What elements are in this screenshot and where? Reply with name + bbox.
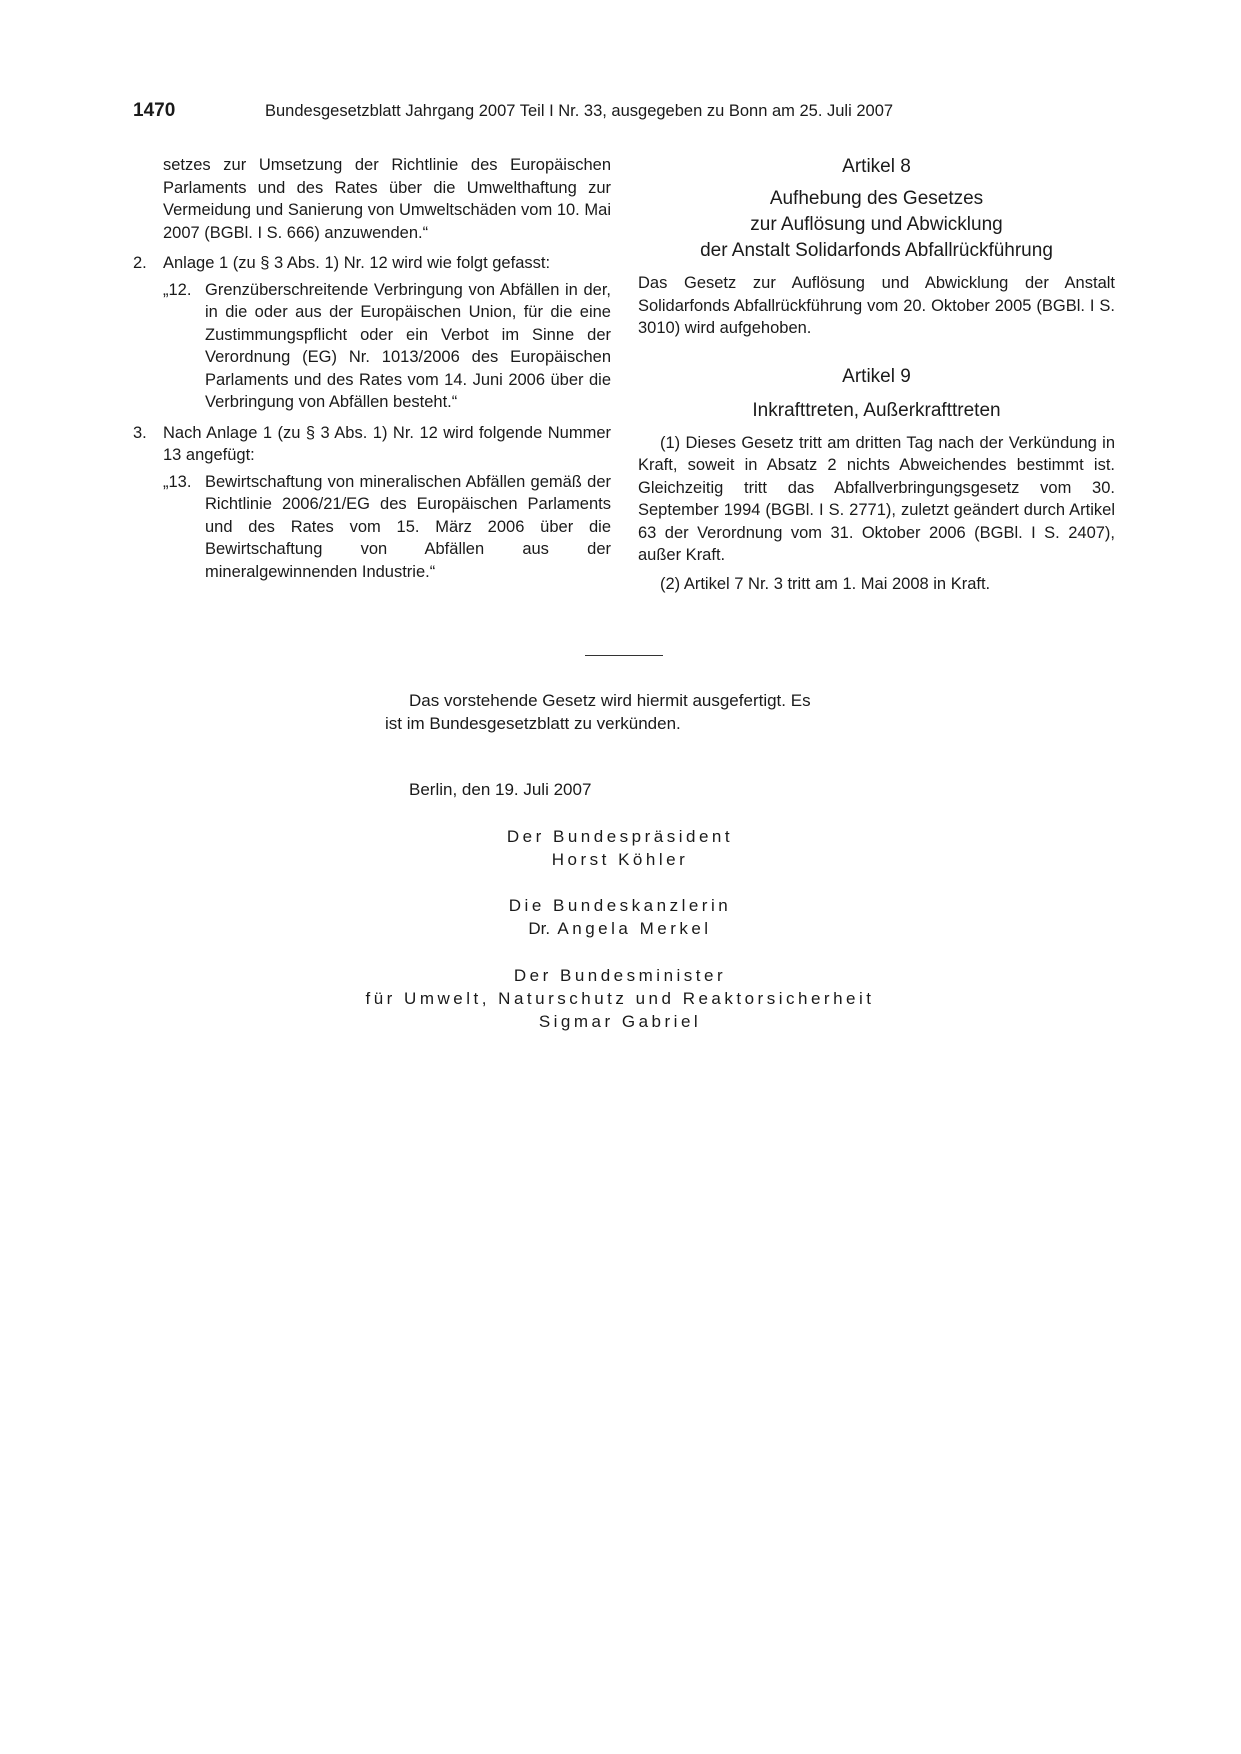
article-8-heading: Artikel 8: [842, 156, 911, 177]
list-item-2: [133, 252, 611, 275]
signatory-name-line: [300, 917, 940, 940]
article-9-heading: Artikel 9: [842, 365, 911, 387]
signatory-title: Dr.: [528, 919, 551, 938]
quoted-item-13: [133, 471, 611, 584]
signatory-ministry: für Umwelt, Naturschutz und Reaktorsicherheit: [365, 989, 875, 1008]
article-8-title-line: der Anstalt Solidarfonds Abfallrückführung: [700, 240, 1053, 261]
page-header: [133, 100, 1113, 126]
article-8-title-line: Aufhebung des Gesetzes: [769, 188, 984, 209]
promulgation-line-2: ist im Bundesgesetzblatt zu verkünden.: [385, 714, 681, 733]
item-number: 2.: [133, 254, 147, 272]
promulgation-line-1: Das vorstehende Gesetz wird hiermit ausgefertigt. Es: [409, 691, 811, 710]
page-number: 1470: [133, 100, 176, 121]
promulgation-text: [385, 689, 865, 735]
quote-text: Bewirtschaftung von mineralischen Abfällen gemäß der Richtlinie 2006/21/EG des Europäischen Parlaments und des Rates vom 15. März 2006 über die Bewirtschaftung von Abfällen aus der mineralgewinnenden Industrie.“: [205, 472, 611, 581]
quote-number: „13.: [163, 472, 192, 491]
article-9-title: Inkrafttreten, Außerkrafttreten: [752, 399, 1001, 421]
right-column: [638, 154, 1115, 595]
quote-number: „12.: [163, 280, 192, 299]
article-9-paragraph-1: (1) Dieses Gesetz tritt am dritten Tag nach der Verkündung in Kraft, soweit in Absatz 2 nichts Abweichendes bestimmt ist. Gleichzeitig tritt das Abfallverbringungsgesetz vom 30. September 1994 (BGBl. I S. 2771), zuletzt geändert durch Artikel 63 der Verordnung vom 31. Oktober 2006 (BGBl. I S. 2407), außer Kraft.: [638, 433, 1115, 564]
signature-block-chancellor: [300, 894, 940, 940]
section-divider: [585, 655, 663, 656]
continuation-text: setzes zur Umsetzung der Richtlinie des Europäischen Parlaments und des Rates über die Umwelthaftung zur Vermeidung und Sanierung von Umweltschäden vom 10. Mai 2007 (BGBl. I S. 666) anzuwenden.“: [163, 156, 611, 242]
left-column: [133, 154, 611, 583]
signatory-name: Sigmar Gabriel: [538, 1012, 702, 1031]
quoted-item-12: [133, 279, 611, 414]
article-8-title-line: zur Auflösung und Abwicklung: [750, 214, 1003, 235]
place-date: Berlin, den 19. Juli 2007: [409, 780, 592, 799]
signatory-role: Der Bundesminister: [513, 966, 727, 985]
article-8-body: Das Gesetz zur Auflösung und Abwicklung der Anstalt Solidarfonds Abfallrückführung vom 20. Oktober 2005 (BGBl. I S. 3010) wird aufgehoben.: [638, 274, 1115, 337]
list-item-3: [133, 422, 611, 467]
gazette-title: Bundesgesetzblatt Jahrgang 2007 Teil I Nr. 33, ausgegeben zu Bonn am 25. Juli 2007: [265, 102, 894, 120]
signature-block-president: [300, 825, 940, 871]
signatory-role: Der Bundespräsident: [506, 827, 734, 846]
signatory-name: Angela Merkel: [557, 919, 712, 938]
signature-block-minister: [300, 964, 940, 1033]
item-text: Nach Anlage 1 (zu § 3 Abs. 1) Nr. 12 wird folgende Nummer 13 angefügt:: [163, 423, 611, 464]
article-8-title: [638, 186, 1115, 264]
article-9-paragraph-2: (2) Artikel 7 Nr. 3 tritt am 1. Mai 2008 in Kraft.: [660, 574, 991, 593]
signatory-role: Die Bundeskanzlerin: [508, 896, 732, 915]
signatory-name: Horst Köhler: [551, 850, 689, 869]
quote-text: Grenzüberschreitende Verbringung von Abfällen in der, in die oder aus der Europäischen Union, für die eine Zustimmungspflicht oder ein Verbot im Sinne der Verordnung (EG) Nr. 1013/2006 des Europäischen Parlaments und des Rates vom 14. Juni 2006 über die Verbringung von Abfällen besteht.“: [205, 280, 611, 411]
item-number: 3.: [133, 423, 147, 442]
item-text: Anlage 1 (zu § 3 Abs. 1) Nr. 12 wird wie folgt gefasst:: [163, 254, 551, 272]
